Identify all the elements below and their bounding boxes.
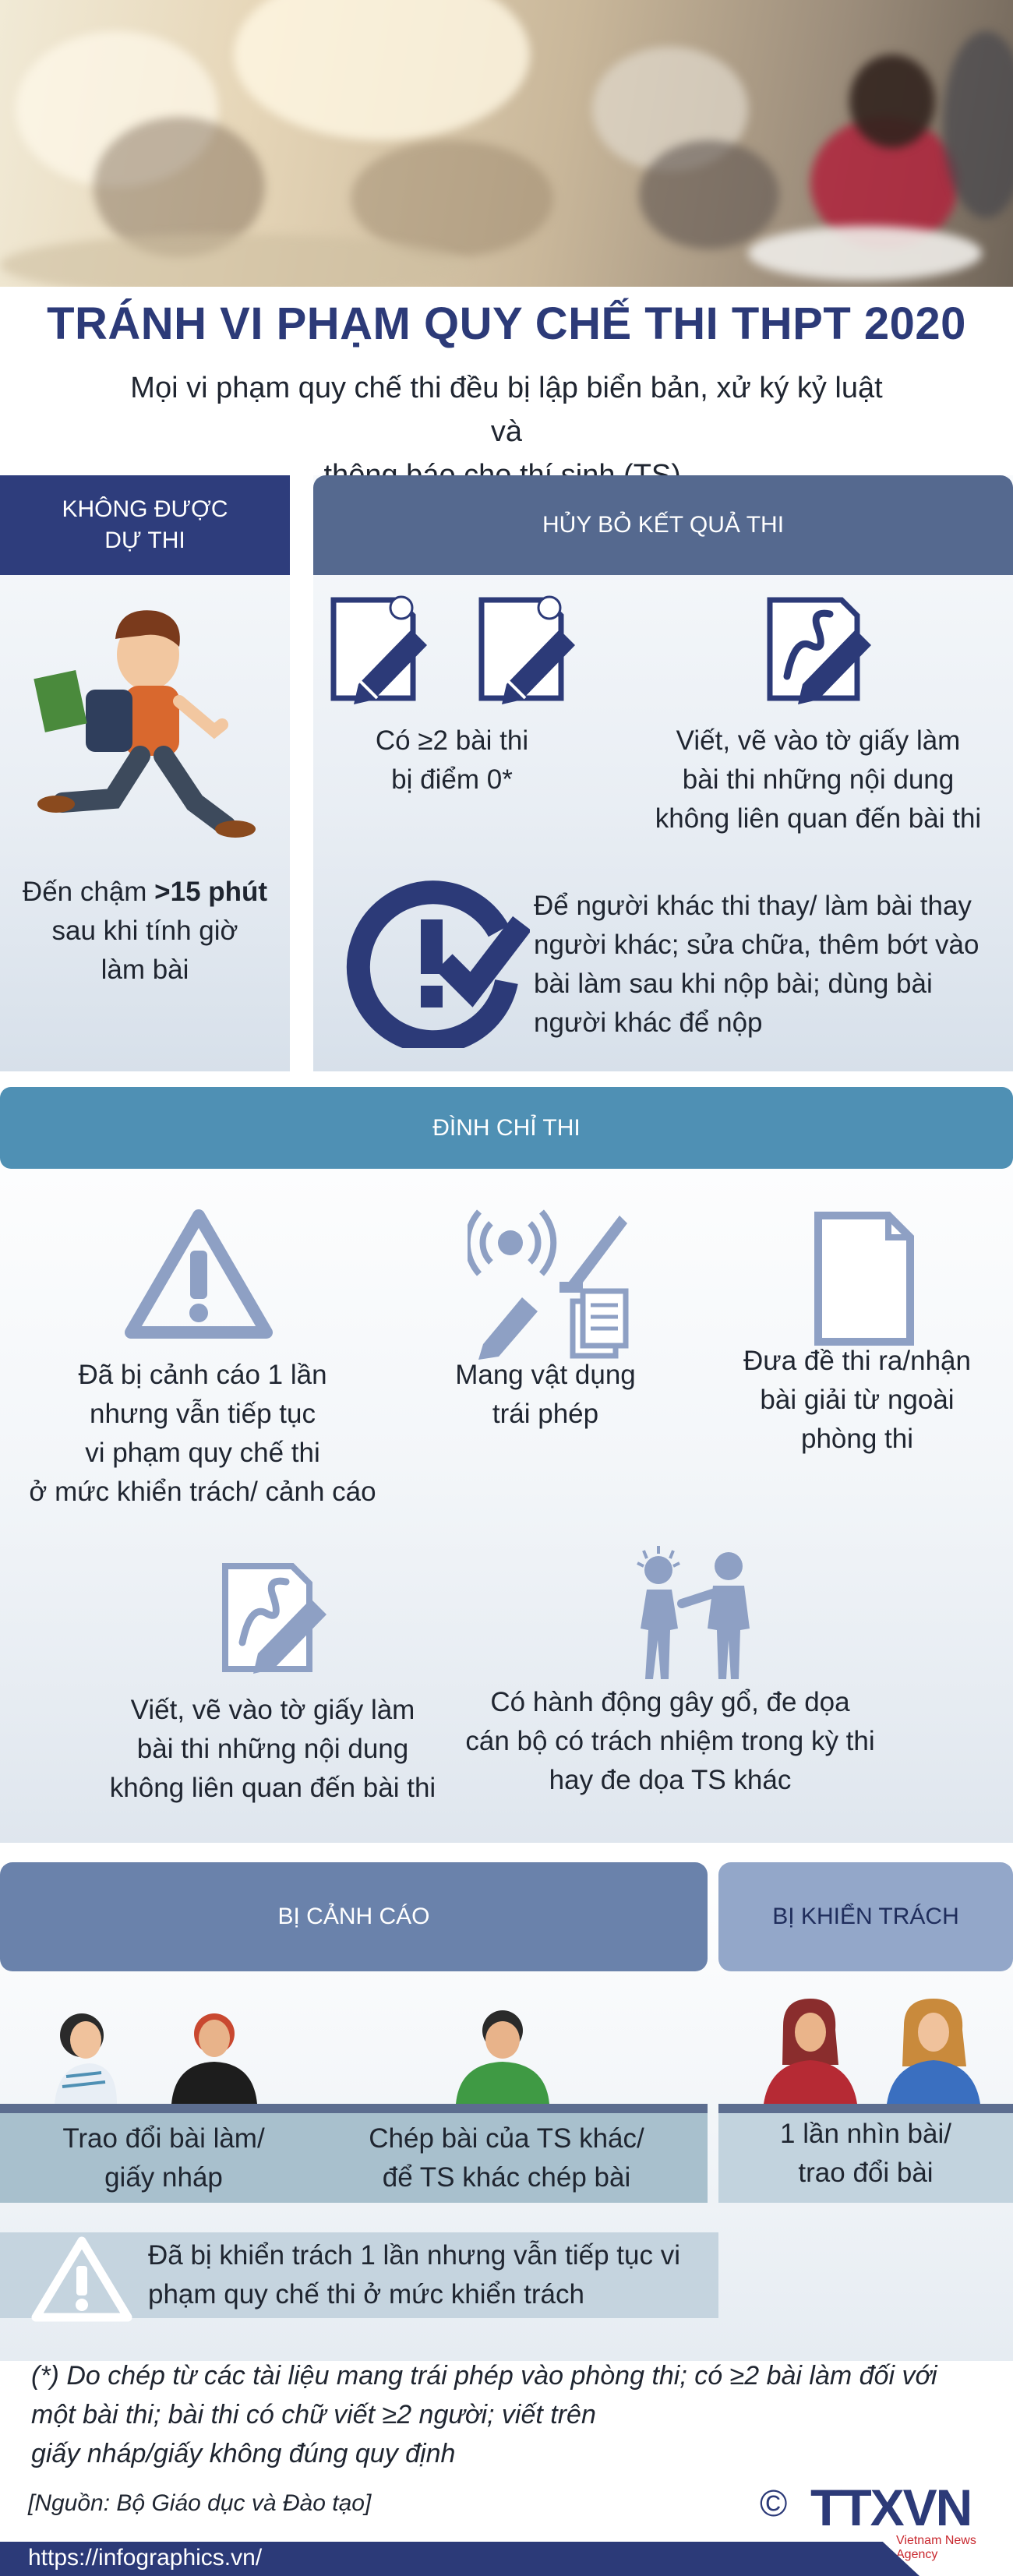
proxy-line: Để người khác thi thay/ làm bài thay (534, 891, 972, 921)
proxy-line: người khác để nộp (534, 1007, 763, 1038)
hero-photo-exam-room (0, 0, 1013, 287)
subtitle-line: Mọi vi phạm quy chế thi đều bị lập biển bản, xử ký kỷ luật và (130, 372, 883, 448)
copy-line: để TS khác chép bài (382, 2162, 631, 2193)
banner-not-allowed (0, 475, 290, 575)
items-line: trái phép (492, 1399, 599, 1429)
banner-label: BỊ CẢNH CÁO (277, 1904, 430, 1929)
student-copy-icon (436, 2003, 569, 2104)
warned-again-text (0, 1356, 405, 1512)
exam-leak-text (701, 1342, 1013, 1459)
desk-bar (718, 2104, 1013, 2113)
scribble-doc-icon (214, 1551, 331, 1675)
footnote-line: giấy nháp/giấy không đúng quy định (31, 2439, 456, 2468)
write-line: Viết, vẽ vào tờ giấy làm (130, 1695, 415, 1725)
agency-name: Vietnam News Agency (896, 2534, 976, 2561)
footnote (31, 2356, 997, 2473)
zero-line: bị điểm 0* (391, 764, 513, 795)
footnote-line: (*) Do chép từ các tài liệu mang trái phép vào phòng thi; có ≥2 bài làm đối với (31, 2361, 937, 2391)
exclamation-check-icon (343, 877, 530, 1048)
leak-line: phòng thi (800, 1424, 914, 1454)
doc-pen-icon (468, 583, 584, 708)
violence-text (452, 1683, 888, 1800)
violence-line: hay đe dọa TS khác (549, 1765, 792, 1795)
banner-label: KHÔNG ĐƯỢC (62, 496, 228, 522)
late-line: sau khi tính giờ (51, 916, 238, 946)
warned-line: vi phạm quy chế thi (85, 1438, 320, 1468)
irrelevant-writing-text (623, 722, 1013, 838)
late-text: Đến chậm (22, 877, 155, 907)
page-title: TRÁNH VI PHẠM QUY CHẾ THI THPT 2020 (47, 298, 966, 349)
leak-line: Đưa đề thi ra/nhận (743, 1346, 971, 1376)
violence-line: Có hành động gây gổ, đe dọa (490, 1687, 850, 1717)
banner-label: HỦY BỎ KẾT QUẢ THI (542, 512, 785, 538)
warned-line: nhưng vẫn tiếp tục (89, 1399, 316, 1429)
banner-label: DỰ THI (104, 528, 185, 553)
warned-line: ở mức khiển trách/ cảnh cáo (29, 1477, 376, 1507)
proxy-exam-text (534, 887, 1009, 1043)
copy-line: Chép bài của TS khác/ (369, 2123, 644, 2154)
prohibited-items-icon (468, 1204, 639, 1360)
look-line: trao đổi bài (798, 2158, 934, 2188)
zero-score-text (319, 722, 584, 799)
banner-cancel-result (313, 475, 1013, 575)
banner-warning (0, 1862, 708, 1971)
late-line (0, 873, 290, 912)
exchange-text (16, 2119, 312, 2197)
warned-line: Đã bị cảnh cáo 1 lần (78, 1360, 327, 1390)
irrelevant-writing-text (78, 1691, 468, 1808)
footnote-line: một bài thi; bài thi có chữ viết ≥2 người; viết trên (31, 2400, 596, 2430)
write-line: bài thi những nội dung (682, 764, 955, 795)
desk-bar (0, 2104, 708, 2113)
warning-triangle-icon (125, 1208, 273, 1340)
exchange-line: Trao đổi bài làm/ (62, 2123, 265, 2154)
repeat-line: Đã bị khiển trách 1 lần nhưng vẫn tiếp tục vi (148, 2240, 680, 2271)
student-exchange-icon (23, 2003, 273, 2104)
running-student-icon (31, 600, 265, 849)
write-line: Viết, vẽ vào tờ giấy làm (676, 725, 961, 756)
write-line: bài thi những nội dung (136, 1734, 409, 1764)
repeat-reprimand-text (148, 2236, 717, 2314)
write-line: không liên quan đến bài thi (109, 1773, 436, 1803)
threatening-people-icon (623, 1543, 771, 1683)
source-text: [Nguồn: Bộ Giáo dục và Đào tạo] (28, 2490, 372, 2516)
copy-text (343, 2119, 670, 2197)
copyright-icon: © (760, 2483, 788, 2525)
zero-line: Có ≥2 bài thi (375, 725, 529, 756)
items-line: Mang vật dụng (455, 1360, 636, 1390)
warning-triangle-icon (31, 2236, 132, 2322)
proxy-line: bài làm sau khi nộp bài; dùng bài (534, 969, 933, 999)
blank-document-icon (810, 1208, 919, 1348)
leak-line: bài giải từ ngoài (760, 1385, 955, 1415)
banner-label: BỊ KHIỂN TRÁCH (772, 1904, 959, 1929)
proxy-line: người khác; sửa chữa, thêm bớt vào (534, 930, 979, 960)
repeat-line: phạm quy chế thi ở mức khiển trách (148, 2279, 584, 2310)
scribble-doc-icon (756, 583, 881, 708)
write-line: không liên quan đến bài thi (655, 803, 982, 834)
look-line: 1 lần nhìn bài/ (780, 2119, 951, 2149)
footer-url[interactable]: https://infographics.vn/ (28, 2545, 263, 2571)
banner-suspension (0, 1087, 1013, 1169)
late-line: làm bài (101, 955, 189, 985)
late-arrival-text (0, 873, 290, 990)
student-look-icon (748, 1995, 997, 2104)
late-threshold: >15 phút (154, 877, 268, 907)
ttxvn-logo: TTXVN (810, 2479, 972, 2536)
banner-reprimand (718, 1862, 1013, 1971)
prohibited-items-text (413, 1356, 678, 1434)
look-text (718, 2115, 1013, 2193)
doc-pen-icon (319, 583, 436, 708)
exchange-line: giấy nháp (104, 2162, 223, 2193)
banner-label: ĐÌNH CHỈ THI (432, 1114, 581, 1141)
violence-line: cán bộ có trách nhiệm trong kỳ thi (465, 1726, 875, 1756)
